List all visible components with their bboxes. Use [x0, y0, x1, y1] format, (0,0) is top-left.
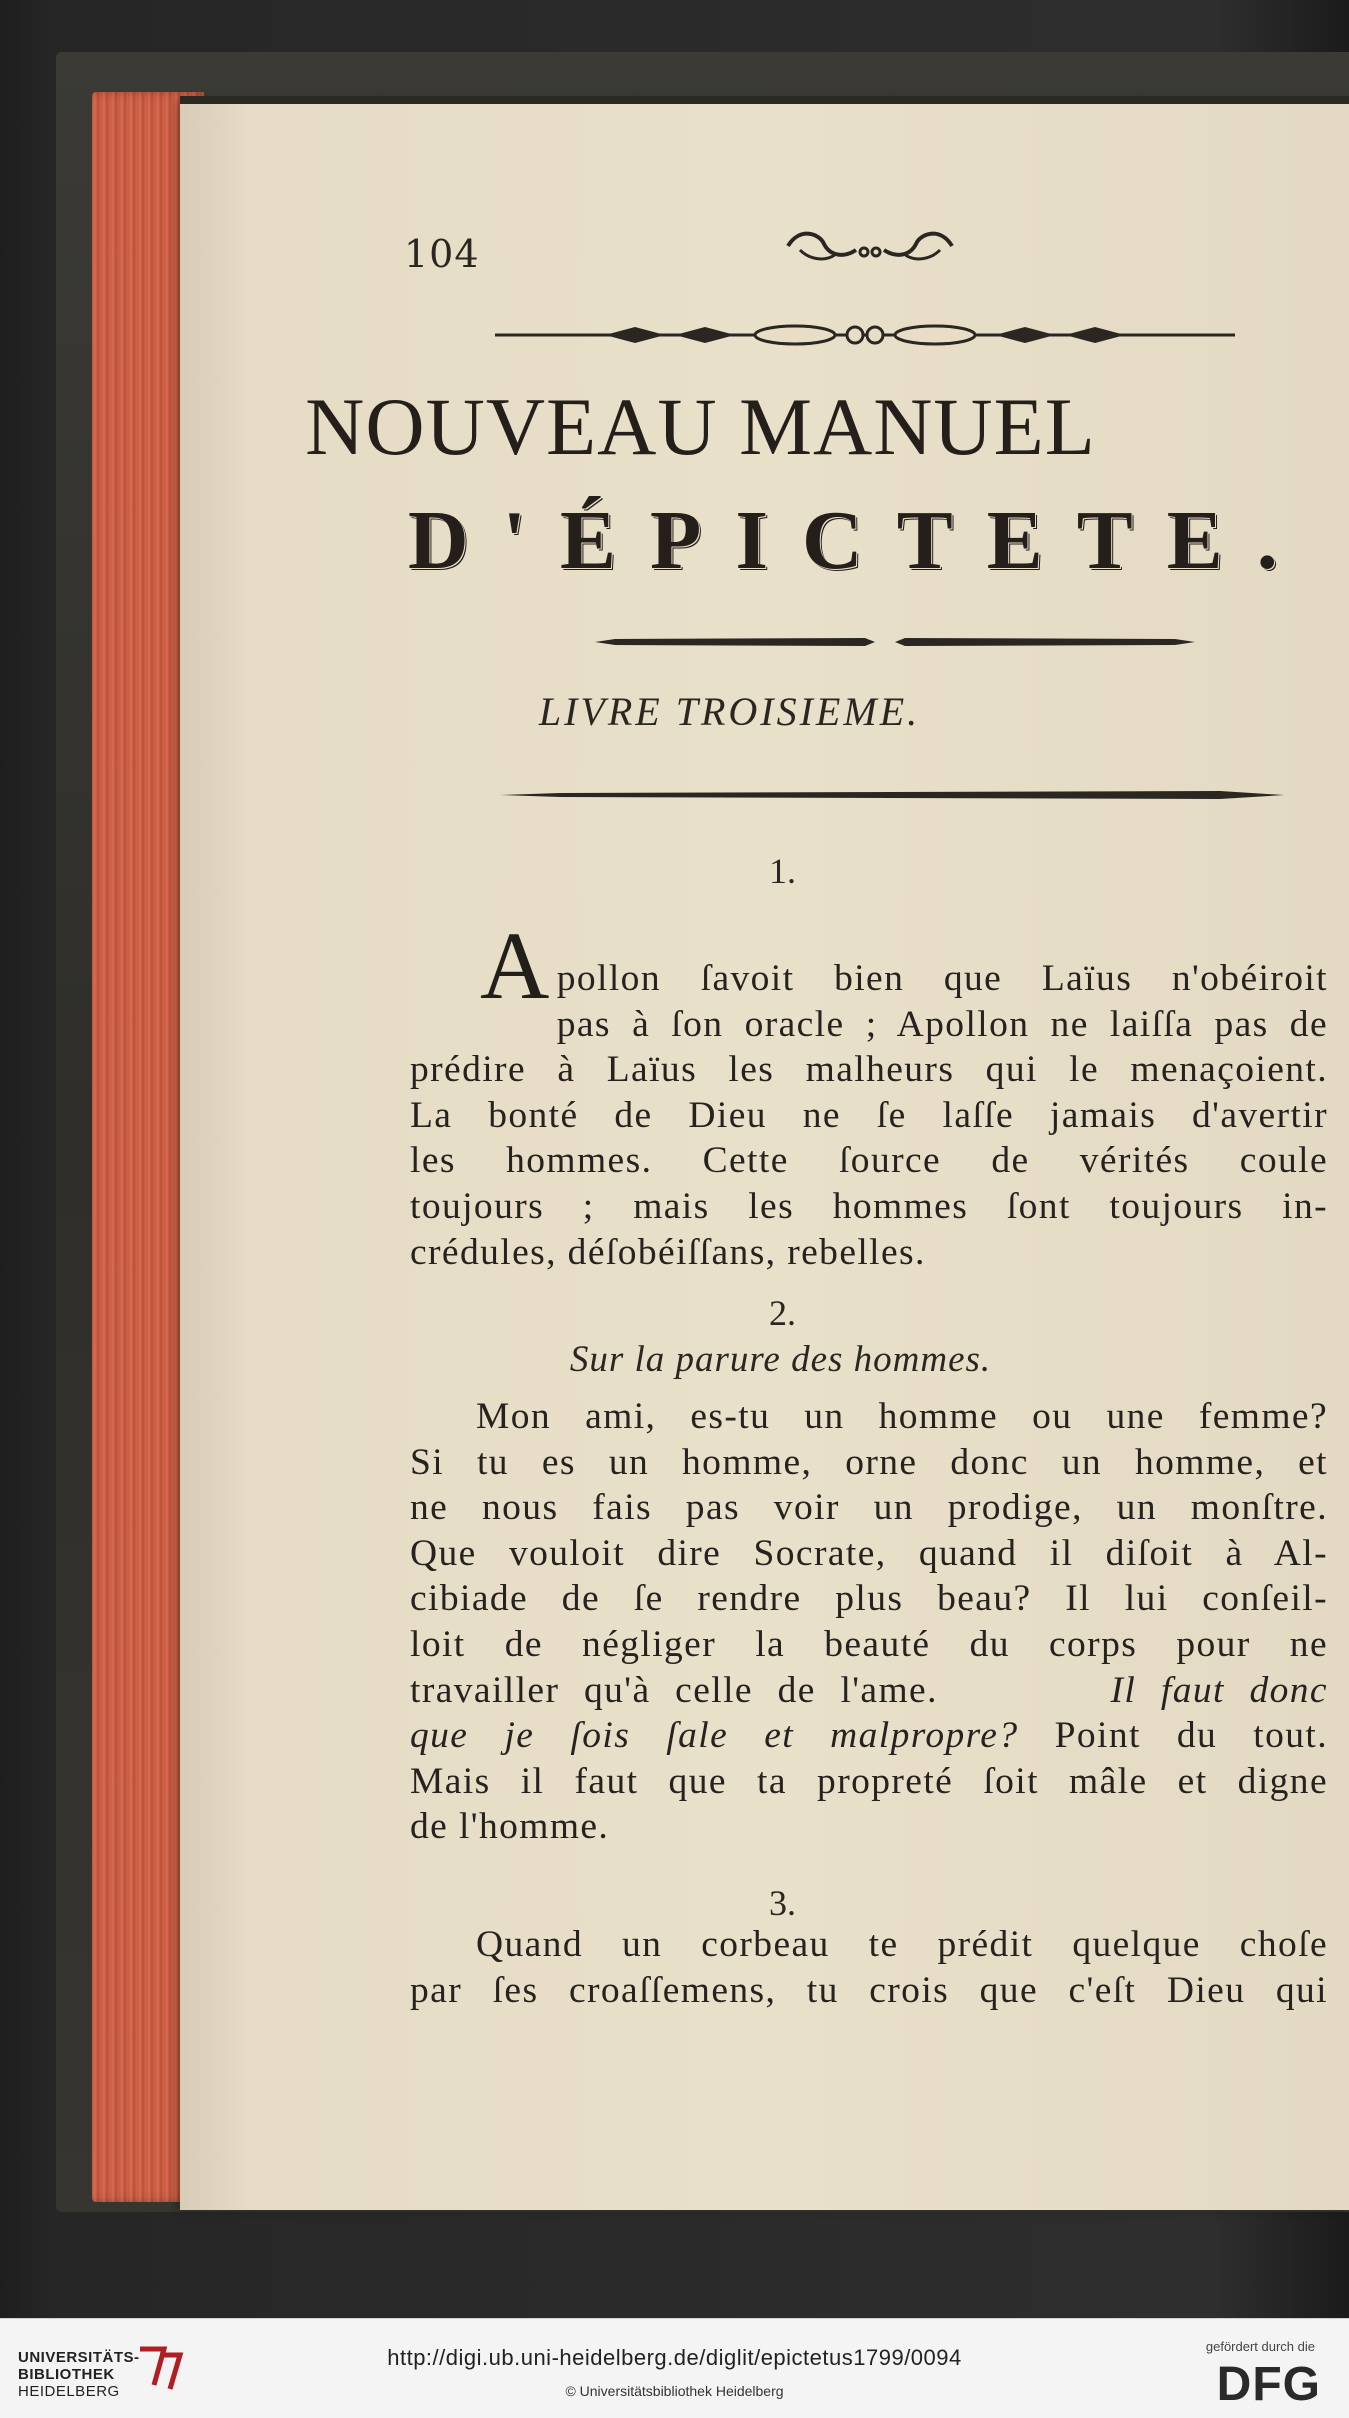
section-1-text: [410, 912, 1328, 1275]
dfg-logo: DFG: [1216, 2358, 1321, 2411]
text-line: [410, 1668, 1328, 1714]
text-line: crédules, déſobéiſſans, rebelles.: [410, 1231, 926, 1273]
section-2-heading: Sur la parure des hommes.: [569, 1339, 992, 1380]
section-2-text: [410, 1394, 1328, 1850]
text-line: toujours ; mais les hommes ſont toujours in-: [410, 1185, 1328, 1227]
text-line: loit de négliger la beauté du corps pour ne: [410, 1623, 1328, 1665]
text-line: La bonté de Dieu ne ſe laſſe jamais d'avertir: [410, 1094, 1328, 1136]
text-line: les hommes. Cette ſource de vérités coule: [410, 1140, 1328, 1182]
text-line: Mais il faut que ta propreté ſoit mâle et digne: [410, 1760, 1328, 1802]
section-number-1: 1.: [769, 851, 796, 891]
library-name-line-2: BIBLIOTHEK: [18, 2366, 115, 2383]
italic-fragment: que je ſois ſale et malpropre?: [410, 1715, 1019, 1757]
title-line-1: NOUVEAU MANUEL: [305, 381, 1096, 472]
funding-note: gefördert durch die: [1205, 2339, 1315, 2354]
section-number-3: 3.: [769, 1883, 796, 1923]
drop-cap: A: [480, 912, 551, 1019]
library-name-line-1: UNIVERSITÄTS-: [18, 2349, 140, 2366]
text-line: de l'homme.: [410, 1806, 610, 1848]
library-name-line-3: HEIDELBERG: [18, 2383, 120, 2400]
title-line-2: D'ÉPICTETE.: [408, 494, 1312, 587]
permalink-url[interactable]: http://digi.ub.uni-heidelberg.de/diglit/epictetus1799/0094: [387, 2345, 962, 2370]
text-line: Quand un corbeau te prédit quelque choſe: [476, 1924, 1328, 1965]
text-line: [410, 1713, 1328, 1759]
ornamental-rule: [495, 318, 1235, 352]
text-line: ne nous fais pas voir un prodige, un monſtre.: [410, 1487, 1328, 1529]
flourish-ornament: [780, 220, 960, 276]
copyright-notice: © Universitätsbibliothek Heidelberg: [565, 2383, 784, 2399]
book-heading: LIVRE TROISIEME.: [538, 689, 921, 734]
text-line: pas à ſon oracle ; Apollon ne laiſſa pas de: [556, 1003, 1328, 1045]
text-line: pollon ſavoit bien que Laïus n'obéiroit: [556, 958, 1328, 999]
text-line: Si tu es un homme, orne donc un homme, et: [410, 1441, 1328, 1483]
viewer-footer: [0, 2318, 1349, 2418]
page-number: 104: [404, 232, 480, 276]
text-fragment: Point du tout.: [1054, 1715, 1328, 1757]
text-line: par ſes croaſſemens, tu crois que c'eſt Dieu qui: [410, 1969, 1328, 2011]
text-fragment: travailler qu'à celle de l'ame.: [410, 1669, 938, 1711]
section-number-2: 2.: [769, 1293, 796, 1333]
text-line: cibiade de ſe rendre plus beau? Il lui conſeil-: [410, 1578, 1328, 1620]
italic-fragment: Il faut donc: [1110, 1669, 1328, 1711]
cover-top-edge: [180, 96, 1349, 104]
text-line: Mon ami, es-tu un homme ou une femme?: [476, 1396, 1328, 1437]
long-rule: [500, 788, 1284, 802]
text-line: Que vouloit dire Socrate, quand il diſoit à Al-: [410, 1532, 1328, 1574]
split-rule: [595, 632, 1195, 652]
section-3-text: [410, 1922, 1328, 2013]
text-line: prédire à Laïus les malheurs qui le menaçoient.: [410, 1049, 1328, 1091]
